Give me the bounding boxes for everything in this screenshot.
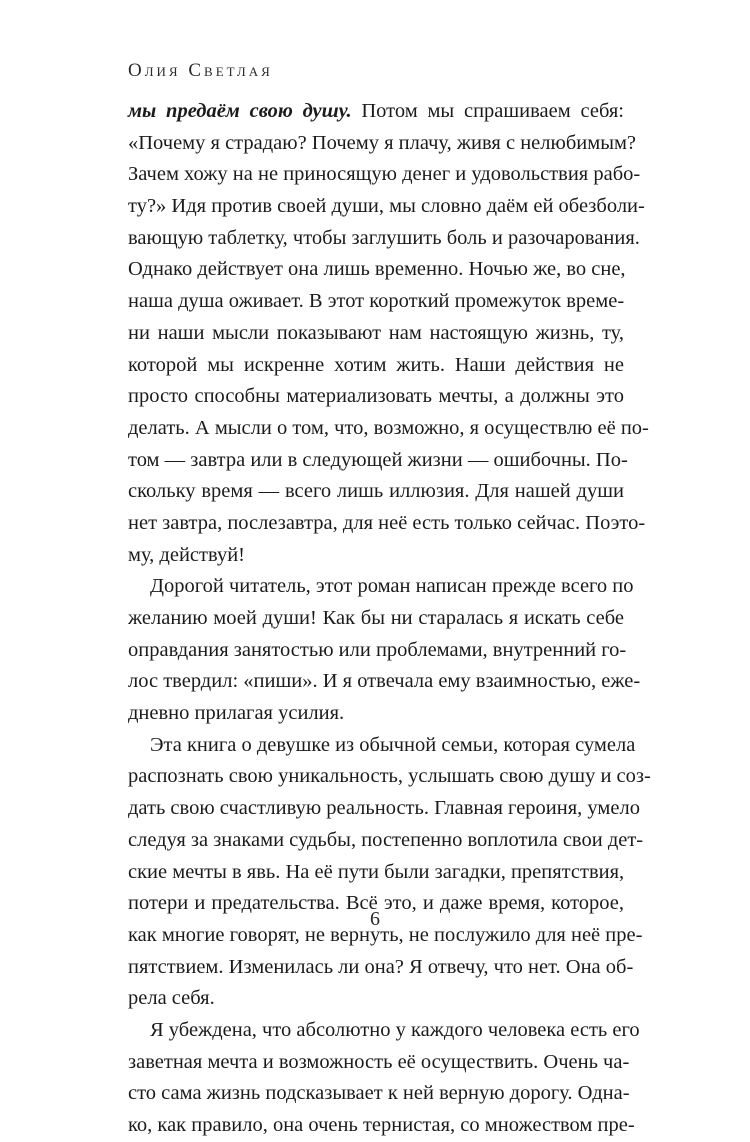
text-line: лос твердил: «пиши». И я отвечала ему взаимностью, еже- (128, 670, 641, 693)
text-line: нет завтра, послезавтра, для неё есть только сейчас. Поэто- (128, 511, 646, 534)
text-line: потери и предательства. Всё это, и даже время, которое, (128, 892, 624, 915)
text-line: как многие говорят, не вернуть, не послужило для неё пре- (128, 923, 643, 946)
text-line: Я убеждена, что абсолютно у каждого человека есть его (150, 1018, 640, 1041)
text-line: вающую таблетку, чтобы заглушить боль и разочарования. (128, 226, 640, 249)
emphasis-text: мы предаём свою душу. (128, 100, 352, 122)
text-line: ко, как правило, она очень тернистая, со множеством пре- (128, 1114, 635, 1136)
body-text (128, 96, 651, 1142)
text-line: распознать свою уникальность, услышать свою душу и соз- (128, 765, 651, 788)
text-line: «Почему я страдаю? Почему я плачу, живя с нелюбимым? (128, 131, 637, 154)
text-line: сто сама жизнь подсказывает к ней верную дорогу. Одна- (128, 1082, 630, 1105)
page-number: 6 (370, 908, 380, 930)
text-line: Зачем хожу на не приносящую денег и удовольствия рабо- (128, 163, 641, 186)
text-line: дневно прилагая усилия. (128, 702, 345, 725)
text-line: му, действуй! (128, 543, 246, 566)
text-line: желанию моей души! Как бы ни старалась я искать себе (128, 607, 624, 629)
text-line: ские мечты в явь. На её пути были загадки, препятствия, (128, 860, 625, 883)
text-line: Эта книга о девушке из обычной семьи, которая сумела (150, 733, 636, 756)
text-line: оправдания занятостью или проблемами, внутренний го- (128, 638, 627, 661)
text-line: дать свою счастливую реальность. Главная героиня, умело (128, 797, 640, 820)
text-line: Однако действует она лишь временно. Ночью же, во сне, (128, 258, 626, 281)
text-line: том — завтра или в следующей жизни — ошибочны. По- (128, 448, 628, 471)
text-line: скольку время — всего лишь иллюзия. Для нашей души (128, 480, 624, 503)
text-line: ту?» Идя против своей души, мы словно даём ей обезболи- (128, 195, 645, 218)
text-line (128, 96, 624, 128)
text-line: следуя за знаками судьбы, постепенно воплотила свои дет- (128, 828, 644, 851)
text-line: которой мы искренне хотим жить. Наши действия не (128, 353, 624, 376)
text-line: ни наши мысли показывают нам настоящую жизнь, ту, (128, 321, 624, 344)
running-head: Олия Светлая (128, 60, 273, 81)
text-line: делать. А мысли о том, что, возможно, я осуществлю её по- (128, 416, 649, 439)
text-run: Потом мы спрашиваем себя: (351, 100, 624, 122)
text-line: Дорогой читатель, этот роман написан прежде всего по (150, 575, 634, 598)
text-line: просто способны материализовать мечты, а должны это (128, 385, 624, 408)
text-line: заветная мечта и возможность её осуществить. Очень ча- (128, 1050, 630, 1073)
text-line: наша душа оживает. В этот короткий промежуток време- (128, 290, 625, 313)
text-line: пятствием. Изменилась ли она? Я отвечу, что нет. Она об- (128, 955, 634, 978)
text-line: рела себя. (128, 987, 215, 1010)
